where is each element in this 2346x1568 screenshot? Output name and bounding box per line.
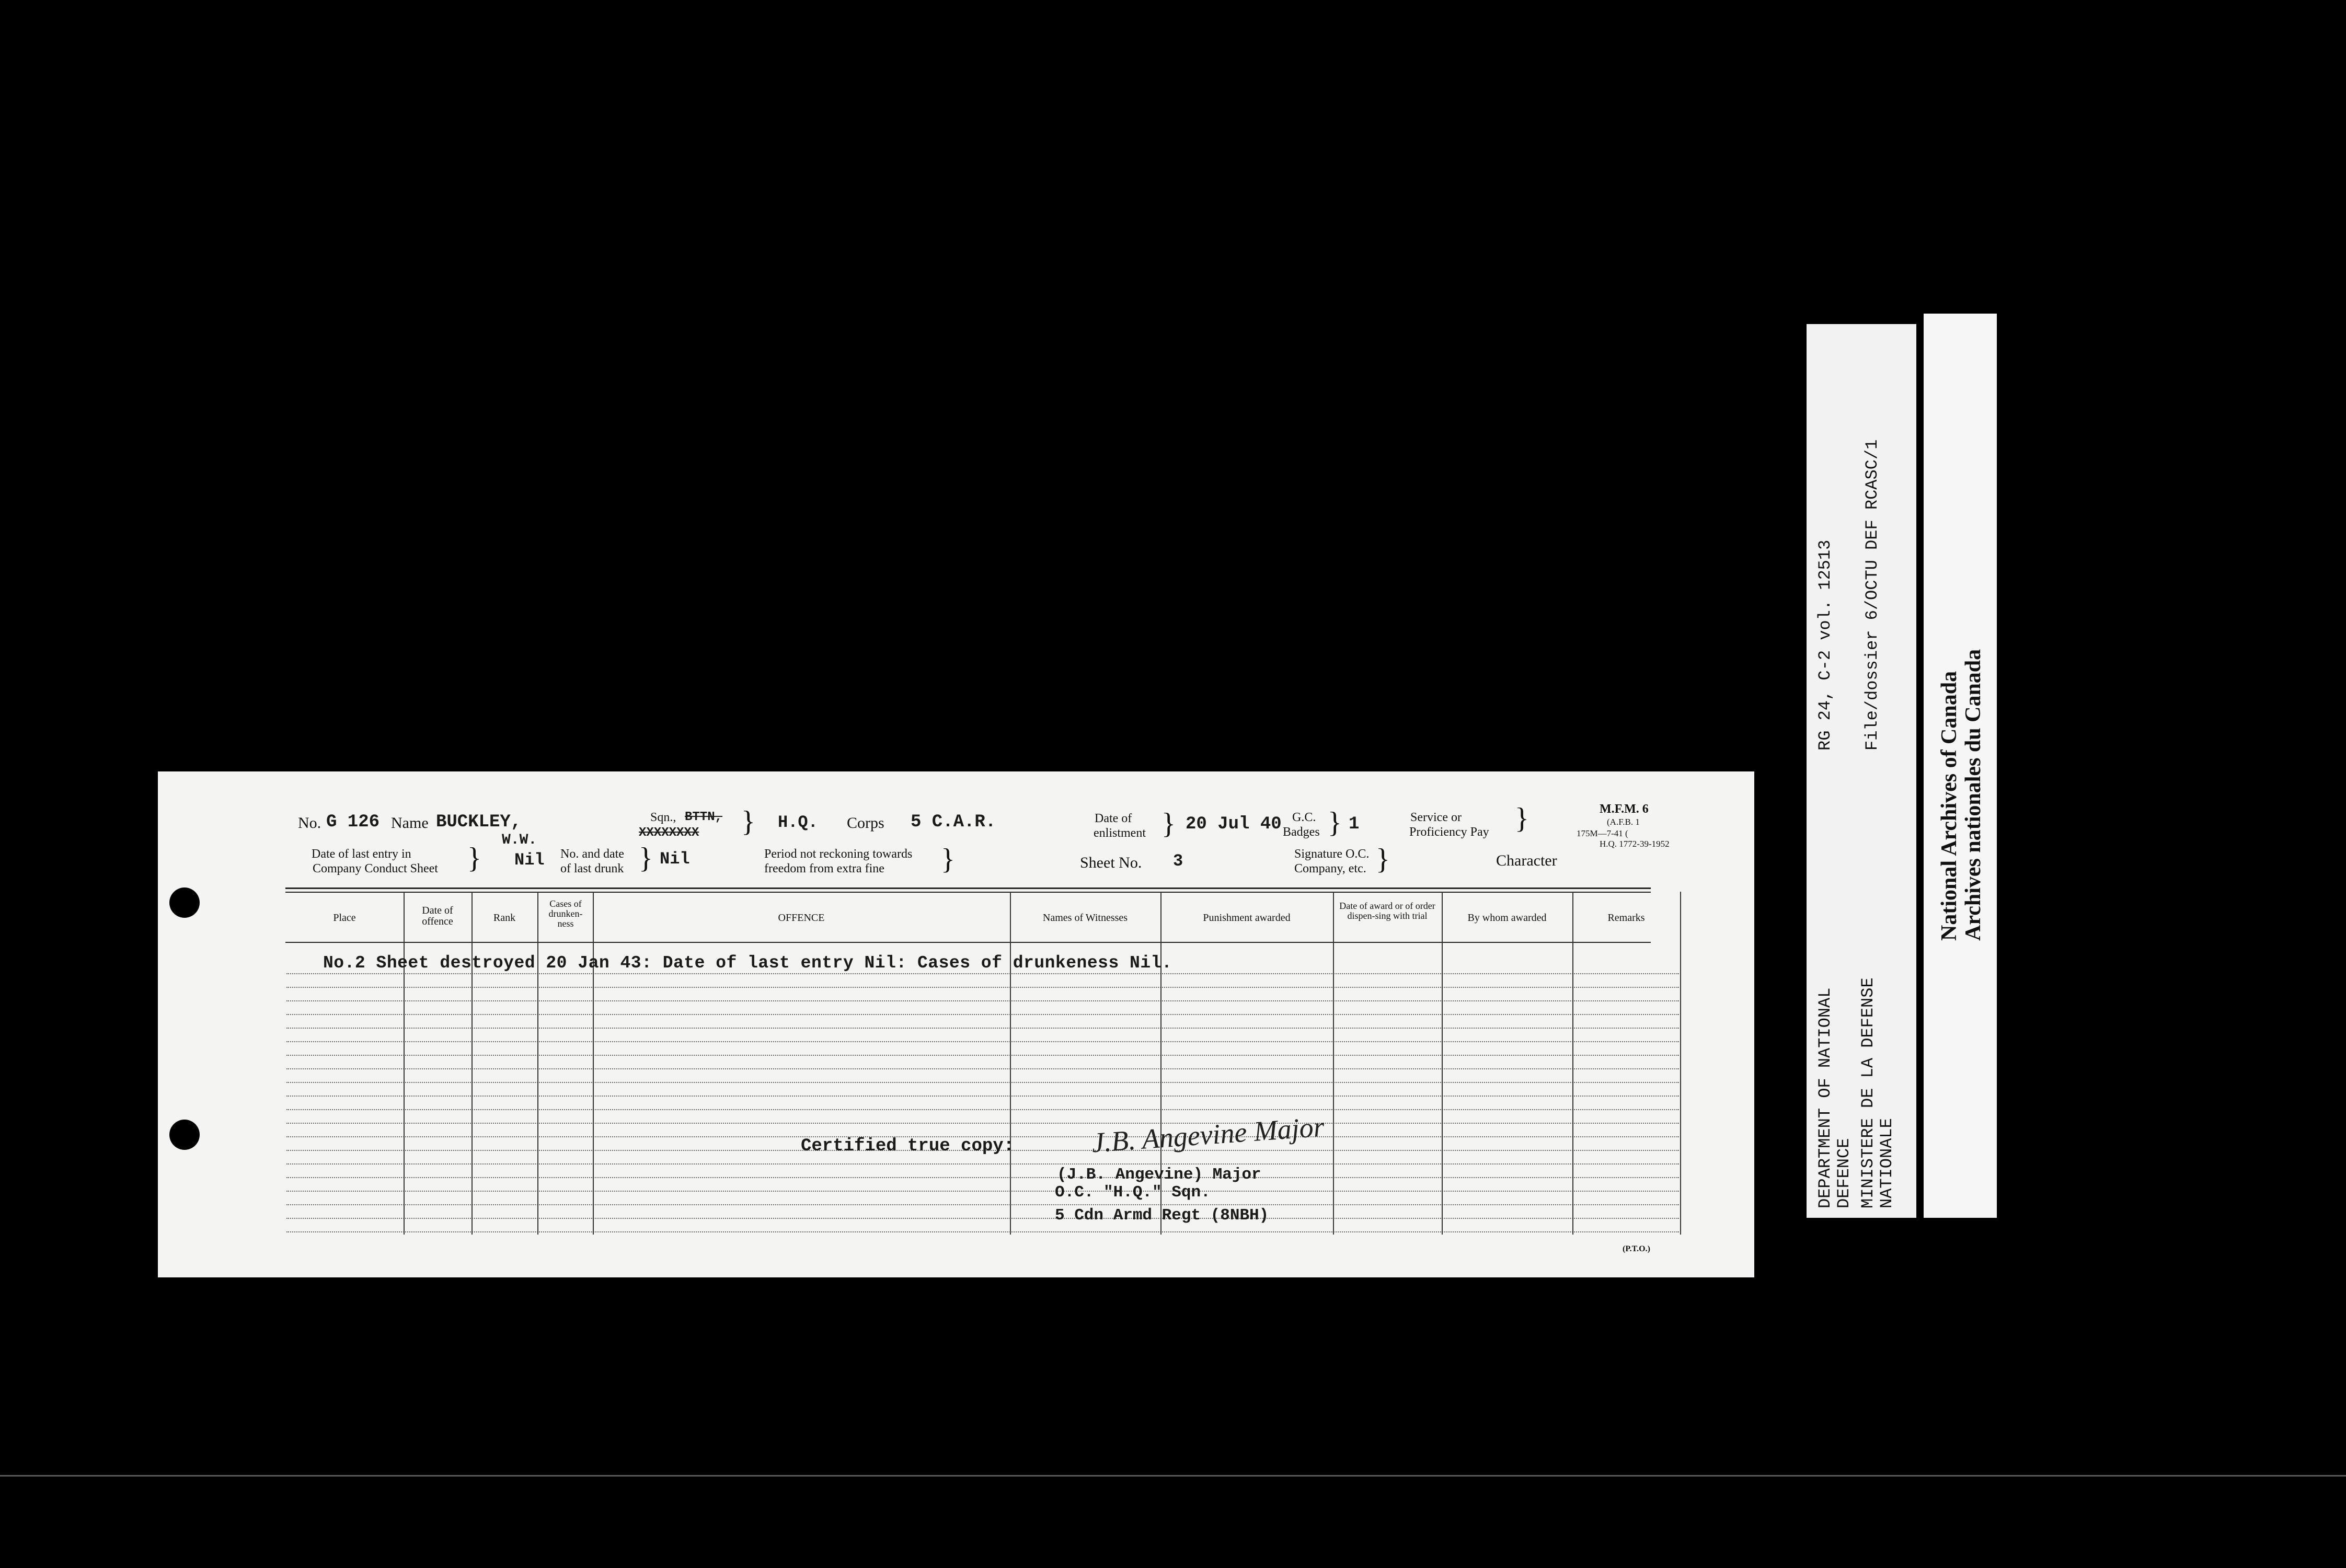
unit-value: H.Q. [778,813,818,832]
col-header-place: Place [333,912,356,924]
gc-brace: } [1328,806,1342,839]
name-label: Name [391,814,429,832]
certifier-name: (J.B. Angevine) Major [1057,1166,1261,1184]
last-drunk-value: Nil [660,849,690,869]
last-entry-brace: } [467,842,481,874]
sqn-brace: } [741,805,755,838]
archive-ref-line1: RG 24, C-2 vol. 12513 [1815,539,1835,751]
enlist-label-2: enlistment [1094,826,1146,840]
form-sub-2: 175M—7-41 ( [1577,828,1628,838]
certified-label: Certified true copy: [801,1136,1015,1156]
col-divider [472,892,473,1235]
entry-text: No.2 Sheet destroyed 20 Jan 43: Date of last entry Nil: Cases of drunkeness Nil. [323,953,1172,973]
corps-value: 5 C.A.R. [911,812,996,832]
archive-ref-line3: DEPARTMENT OF NATIONAL [1815,987,1835,1208]
signature: J.B. Angevine Major [1090,1111,1326,1159]
col-header-rank: Rank [493,912,516,924]
col-header-by-whom: By whom awarded [1467,912,1547,924]
last-entry-label-2: Company Conduct Sheet [313,862,438,875]
gc-label-1: G.C. [1292,811,1316,824]
form-sub-1: (A.F.B. 1 [1607,817,1640,827]
col-header-punishment: Punishment awarded [1203,912,1291,924]
col-divider [537,892,538,1235]
archive-ref-line2: File/dossier 6/OCTU DEF RCASC/1 [1862,439,1882,751]
signature-oc-brace: } [1376,843,1390,875]
form-id: M.F.M. 6 [1600,802,1649,816]
signature-oc-label-2: Company, etc. [1294,862,1366,875]
archive-ref-line6: NATIONALE [1877,1118,1896,1208]
sheet-value: 3 [1173,851,1183,871]
punch-hole-bottom [169,1120,200,1150]
enlist-label-1: Date of [1095,812,1132,825]
archives-name-en: National Archives of Canada [1937,671,1961,941]
sheet-label: Sheet No. [1080,854,1142,871]
archive-reference-label [1807,324,1916,1218]
punch-hole-top [169,887,200,918]
col-header-date-of-offence: Date of offence [422,905,453,927]
sqn-struck-out-2: XXXXXXXX [639,826,699,840]
signature-oc-label-1: Signature O.C. [1294,847,1370,861]
table-head-rule [285,942,1651,943]
initials: W.W. [502,832,537,848]
gc-badges-value: 1 [1349,814,1360,834]
sqn-struck-out: BTTN, [685,810,723,824]
regimental-number: G 126 [326,812,380,832]
last-drunk-brace: } [639,842,653,874]
form-sub-3: H.Q. 1772-39-1952 [1600,839,1670,849]
pto-mark: (P.T.O.) [1623,1244,1650,1253]
col-header-remarks: Remarks [1607,912,1645,924]
archive-ref-line4: DEFENCE [1834,1138,1854,1208]
enlist-date: 20 Jul 40 [1186,814,1282,834]
national-archives-label [1924,314,1997,1218]
col-divider [1442,892,1443,1235]
col-header-witnesses: Names of Witnesses [1042,912,1128,924]
enlist-brace: } [1162,808,1176,840]
service-brace: } [1515,802,1529,835]
period-brace: } [941,843,955,875]
certifier-unit: 5 Cdn Armd Regt (8NBH) [1055,1206,1269,1225]
table-top-rule [285,887,1651,889]
service-label-1: Service or [1410,811,1462,824]
last-entry-value: Nil [514,850,545,870]
archives-name-fr: Archives nationales du Canada [1961,649,1985,941]
corps-label: Corps [847,814,884,832]
certifier-title: O.C. "H.Q." Sqn. [1055,1183,1211,1202]
col-divider [404,892,405,1235]
gc-label-2: Badges [1283,825,1320,839]
col-divider [593,892,594,1235]
surname: BUCKLEY, [436,812,522,832]
period-label-2: freedom from extra fine [764,862,884,875]
col-divider [1010,892,1011,1235]
col-divider [1333,892,1334,1235]
conduct-sheet-card [158,771,1754,1277]
col-divider [1572,892,1573,1235]
col-header-offence: OFFENCE [778,912,825,924]
col-header-cases-of-drunkenness: Cases of drunken-ness [548,898,583,929]
no-label: No. [298,814,321,832]
col-header-date-of-award: Date of award or of order dispen-sing with trial [1339,901,1435,921]
film-edge-line [0,1475,2346,1477]
col-divider [1680,892,1681,1235]
last-entry-label-1: Date of last entry in [312,847,411,861]
service-label-2: Proficiency Pay [1409,825,1489,839]
archive-ref-line5: MINISTERE DE LA DEFENSE [1858,977,1878,1208]
sqn-label: Sqn., [650,811,676,824]
last-drunk-label-2: of last drunk [560,862,624,875]
character-label: Character [1496,852,1557,869]
table-top-rule-2 [285,892,1651,893]
period-label-1: Period not reckoning towards [764,847,913,861]
last-drunk-label-1: No. and date [560,847,624,861]
